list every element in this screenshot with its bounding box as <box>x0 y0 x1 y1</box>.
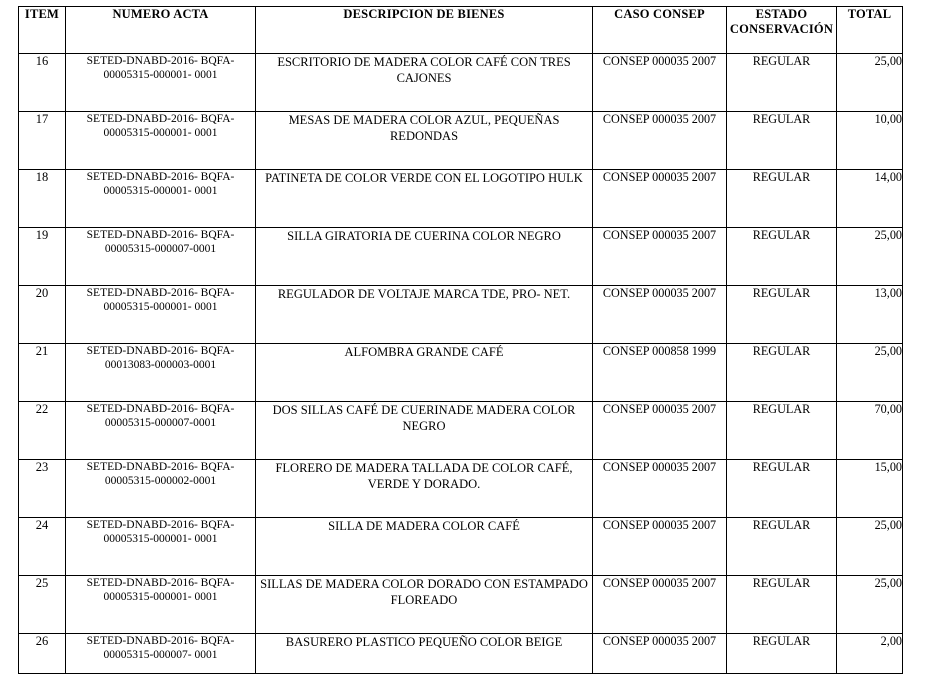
table-row <box>19 286 903 344</box>
cell-item: 19 <box>19 228 66 286</box>
cell-total: 10,00 <box>837 112 903 170</box>
table-header-row <box>19 7 903 54</box>
cell-estado-conservacion: REGULAR <box>727 634 837 674</box>
table-row <box>19 344 903 402</box>
cell-estado-conservacion: REGULAR <box>727 170 837 228</box>
table-header <box>19 7 903 54</box>
cell-descripcion: REGULADOR DE VOLTAJE MARCA TDE, PRO- NET. <box>256 286 593 344</box>
cell-caso-consep: CONSEP 000035 2007 <box>593 170 727 228</box>
cell-caso-consep: CONSEP 000035 2007 <box>593 54 727 112</box>
cell-estado-conservacion: REGULAR <box>727 112 837 170</box>
cell-descripcion: BASURERO PLASTICO PEQUEÑO COLOR BEIGE <box>256 634 593 674</box>
cell-descripcion: MESAS DE MADERA COLOR AZUL, PEQUEÑAS REDONDAS <box>256 112 593 170</box>
cell-caso-consep: CONSEP 000035 2007 <box>593 518 727 576</box>
cell-total: 70,00 <box>837 402 903 460</box>
cell-item: 18 <box>19 170 66 228</box>
asset-inventory-table <box>18 6 903 674</box>
cell-numero-acta: SETED-DNABD-2016- BQFA-00005315-000001- 0001 <box>66 518 256 576</box>
cell-numero-acta: SETED-DNABD-2016- BQFA-00005315-000007- 0001 <box>66 634 256 674</box>
cell-estado-conservacion: REGULAR <box>727 460 837 518</box>
cell-numero-acta: SETED-DNABD-2016- BQFA-00013083-000003-0001 <box>66 344 256 402</box>
cell-numero-acta: SETED-DNABD-2016- BQFA-00005315-000001- 0001 <box>66 54 256 112</box>
cell-caso-consep: CONSEP 000035 2007 <box>593 286 727 344</box>
cell-estado-conservacion: REGULAR <box>727 228 837 286</box>
column-header-estado-line1: ESTADO <box>755 7 808 21</box>
cell-item: 24 <box>19 518 66 576</box>
cell-caso-consep: CONSEP 000035 2007 <box>593 228 727 286</box>
cell-total: 14,00 <box>837 170 903 228</box>
table-row <box>19 576 903 634</box>
cell-total: 25,00 <box>837 228 903 286</box>
cell-descripcion: SILLA DE MADERA COLOR CAFÉ <box>256 518 593 576</box>
cell-descripcion: SILLAS DE MADERA COLOR DORADO CON ESTAMPADO FLOREADO <box>256 576 593 634</box>
column-header-descripcion: DESCRIPCION DE BIENES <box>256 7 593 54</box>
cell-estado-conservacion: REGULAR <box>727 518 837 576</box>
cell-item: 21 <box>19 344 66 402</box>
cell-numero-acta: SETED-DNABD-2016- BQFA-00005315-000007-0001 <box>66 228 256 286</box>
cell-caso-consep: CONSEP 000035 2007 <box>593 576 727 634</box>
cell-estado-conservacion: REGULAR <box>727 576 837 634</box>
cell-descripcion: ALFOMBRA GRANDE CAFÉ <box>256 344 593 402</box>
cell-item: 22 <box>19 402 66 460</box>
table-row <box>19 402 903 460</box>
cell-numero-acta: SETED-DNABD-2016- BQFA-00005315-000002-0001 <box>66 460 256 518</box>
cell-estado-conservacion: REGULAR <box>727 344 837 402</box>
cell-item: 25 <box>19 576 66 634</box>
cell-total: 25,00 <box>837 344 903 402</box>
cell-total: 25,00 <box>837 518 903 576</box>
column-header-numero-acta: NUMERO ACTA <box>66 7 256 54</box>
cell-total: 13,00 <box>837 286 903 344</box>
cell-estado-conservacion: REGULAR <box>727 54 837 112</box>
cell-item: 23 <box>19 460 66 518</box>
table-row <box>19 228 903 286</box>
column-header-caso-consep: CASO CONSEP <box>593 7 727 54</box>
cell-numero-acta: SETED-DNABD-2016- BQFA-00005315-000001- 0001 <box>66 170 256 228</box>
column-header-total: TOTAL <box>837 7 903 54</box>
cell-descripcion: PATINETA DE COLOR VERDE CON EL LOGOTIPO HULK <box>256 170 593 228</box>
cell-numero-acta: SETED-DNABD-2016- BQFA-00005315-000001- 0001 <box>66 576 256 634</box>
cell-caso-consep: CONSEP 000035 2007 <box>593 402 727 460</box>
cell-item: 17 <box>19 112 66 170</box>
table-row <box>19 112 903 170</box>
cell-descripcion: DOS SILLAS CAFÉ DE CUERINADE MADERA COLOR NEGRO <box>256 402 593 460</box>
cell-estado-conservacion: REGULAR <box>727 286 837 344</box>
table-row <box>19 54 903 112</box>
table-body <box>19 54 903 674</box>
cell-estado-conservacion: REGULAR <box>727 402 837 460</box>
cell-item: 16 <box>19 54 66 112</box>
cell-total: 15,00 <box>837 460 903 518</box>
cell-total: 25,00 <box>837 576 903 634</box>
table-row <box>19 460 903 518</box>
column-header-estado-line2: CONSERVACIÓN <box>729 22 834 36</box>
cell-caso-consep: CONSEP 000035 2007 <box>593 112 727 170</box>
cell-caso-consep: CONSEP 000035 2007 <box>593 634 727 674</box>
cell-total: 2,00 <box>837 634 903 674</box>
cell-item: 26 <box>19 634 66 674</box>
cell-numero-acta: SETED-DNABD-2016- BQFA-00005315-000001- 0001 <box>66 112 256 170</box>
cell-descripcion: SILLA GIRATORIA DE CUERINA COLOR NEGRO <box>256 228 593 286</box>
column-header-item: ITEM <box>19 7 66 54</box>
cell-numero-acta: SETED-DNABD-2016- BQFA-00005315-000007-0001 <box>66 402 256 460</box>
cell-descripcion: ESCRITORIO DE MADERA COLOR CAFÉ CON TRES CAJONES <box>256 54 593 112</box>
table-row <box>19 634 903 674</box>
column-header-estado-conservacion <box>727 7 837 54</box>
cell-item: 20 <box>19 286 66 344</box>
cell-total: 25,00 <box>837 54 903 112</box>
cell-descripcion: FLORERO DE MADERA TALLADA DE COLOR CAFÉ, VERDE Y DORADO. <box>256 460 593 518</box>
cell-caso-consep: CONSEP 000858 1999 <box>593 344 727 402</box>
cell-caso-consep: CONSEP 000035 2007 <box>593 460 727 518</box>
cell-numero-acta: SETED-DNABD-2016- BQFA-00005315-000001- 0001 <box>66 286 256 344</box>
table-row <box>19 518 903 576</box>
table-row <box>19 170 903 228</box>
